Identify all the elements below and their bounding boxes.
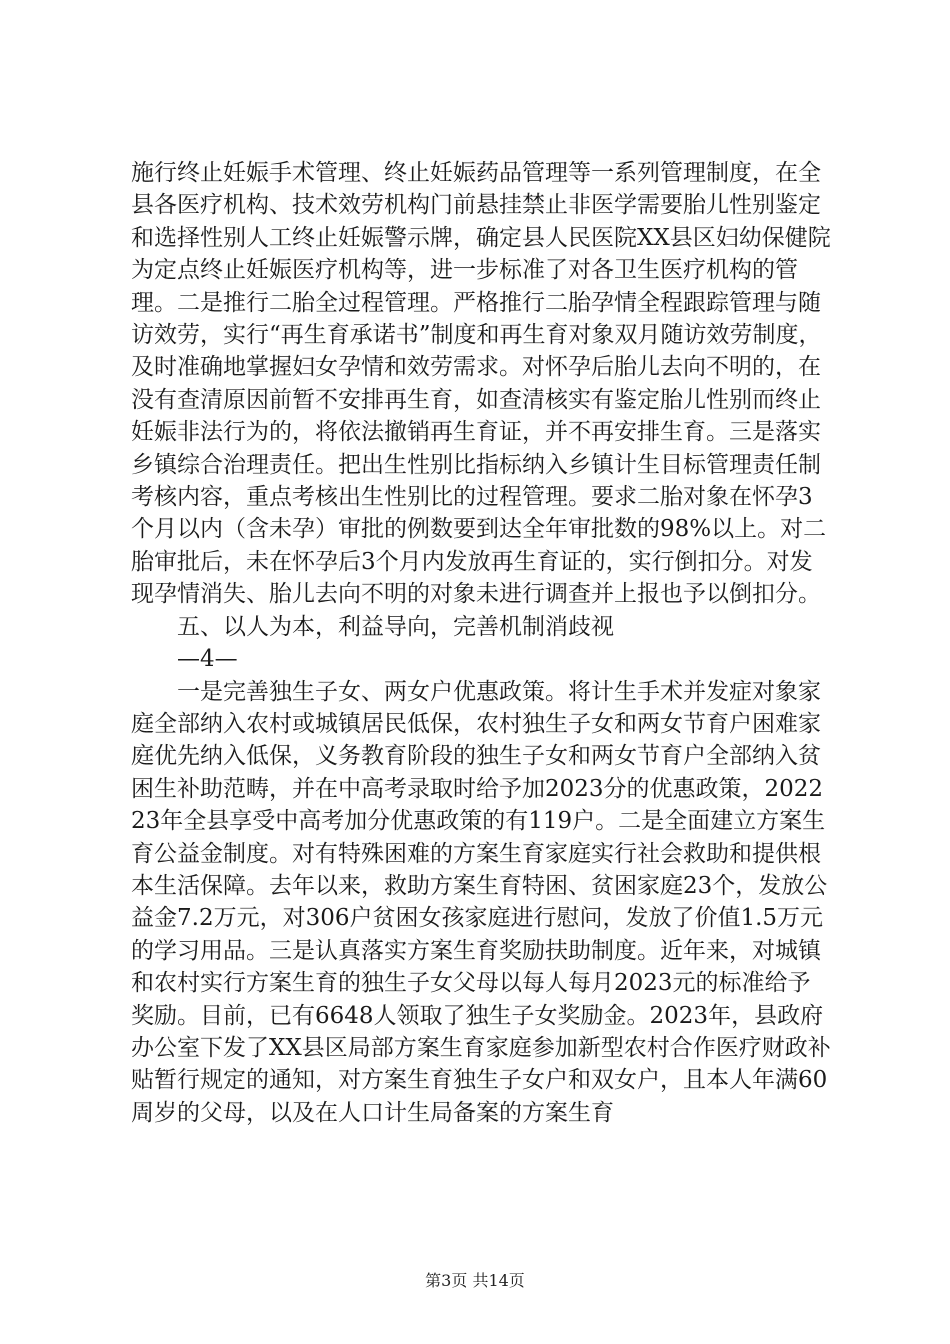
paragraph-continued: 施行终止妊娠手术管理、终止妊娠药品管理等一系列管理制度，在全县各医疗机构、技术效劳机构门前悬挂禁止非医学需要胎儿性别鉴定和选择性别人工终止妊娠警示牌，确定县人民医院XX县区妇幼保健院为定点终止妊娠医疗机构等，进一步标准了对各卫生医疗机构的管理。二是推行二胎全过程管理。严格推行二胎孕情全程跟踪管理与随访效劳，实行“再生育承诺书”制度和再生育对象双月随访效劳制度，及时准确地掌握妇女孕情和效劳需求。对怀孕后胎儿去向不明的，在没有查清原因前暂不安排再生育，如查清核实有鉴定胎儿性别而终止妊娠非法行为的，将依法撤销再生育证，并不再安排生育。三是落实乡镇综合治理责任。把出生性别比指标纳入乡镇计生目标管理责任制考核内容，重点考核出生性别比的过程管理。要求二胎对象在怀孕3个月以内（含未孕）审批的例数要到达全年审批数的98%以上。对二胎审批后，未在怀孕后3个月内发放再生育证的，实行倒扣分。对发现孕情消失、胎儿去向不明的对象未进行调查并上报也予以倒扣分。 <box>131 160 831 608</box>
document-body <box>131 157 831 1129</box>
paragraph: 一是完善独生子女、两女户优惠政策。将计生手术并发症对象家庭全部纳入农村或城镇居民低保，农村独生子女和两女节育户困难家庭优先纳入低保，义务教育阶段的独生子女和两女节育户全部纳入贫困生补助范畴，并在中高考录取时给予加2023分的优惠政策，202223年全县享受中高考加分优惠政策的有119户。二是全面建立方案生育公益金制度。对有特殊困难的方案生育家庭实行社会救助和提供根本生活保障。去年以来，救助方案生育特困、贫困家庭23个，发放公益金7.2万元，对306户贫困女孩家庭进行慰问，发放了价值1.5万元的学习用品。三是认真落实方案生育奖励扶助制度。近年来，对城镇和农村实行方案生育的独生子女父母以每人每月2023元的标准给予奖励。目前，已有6648人领取了独生子女奖励金。2023年，县政府办公室下发了XX县区局部方案生育家庭参加新型农村合作医疗财政补贴暂行规定的通知，对方案生育独生子女户和双女户，且本人年满60周岁的父母，以及在人口计生局备案的方案生育 <box>131 678 831 1126</box>
page-footer: 第3页 共14页 <box>425 1271 525 1290</box>
inline-page-marker: —4— <box>177 646 238 673</box>
section-heading: 五、以人为本，利益导向，完善机制消歧视 <box>177 613 614 640</box>
